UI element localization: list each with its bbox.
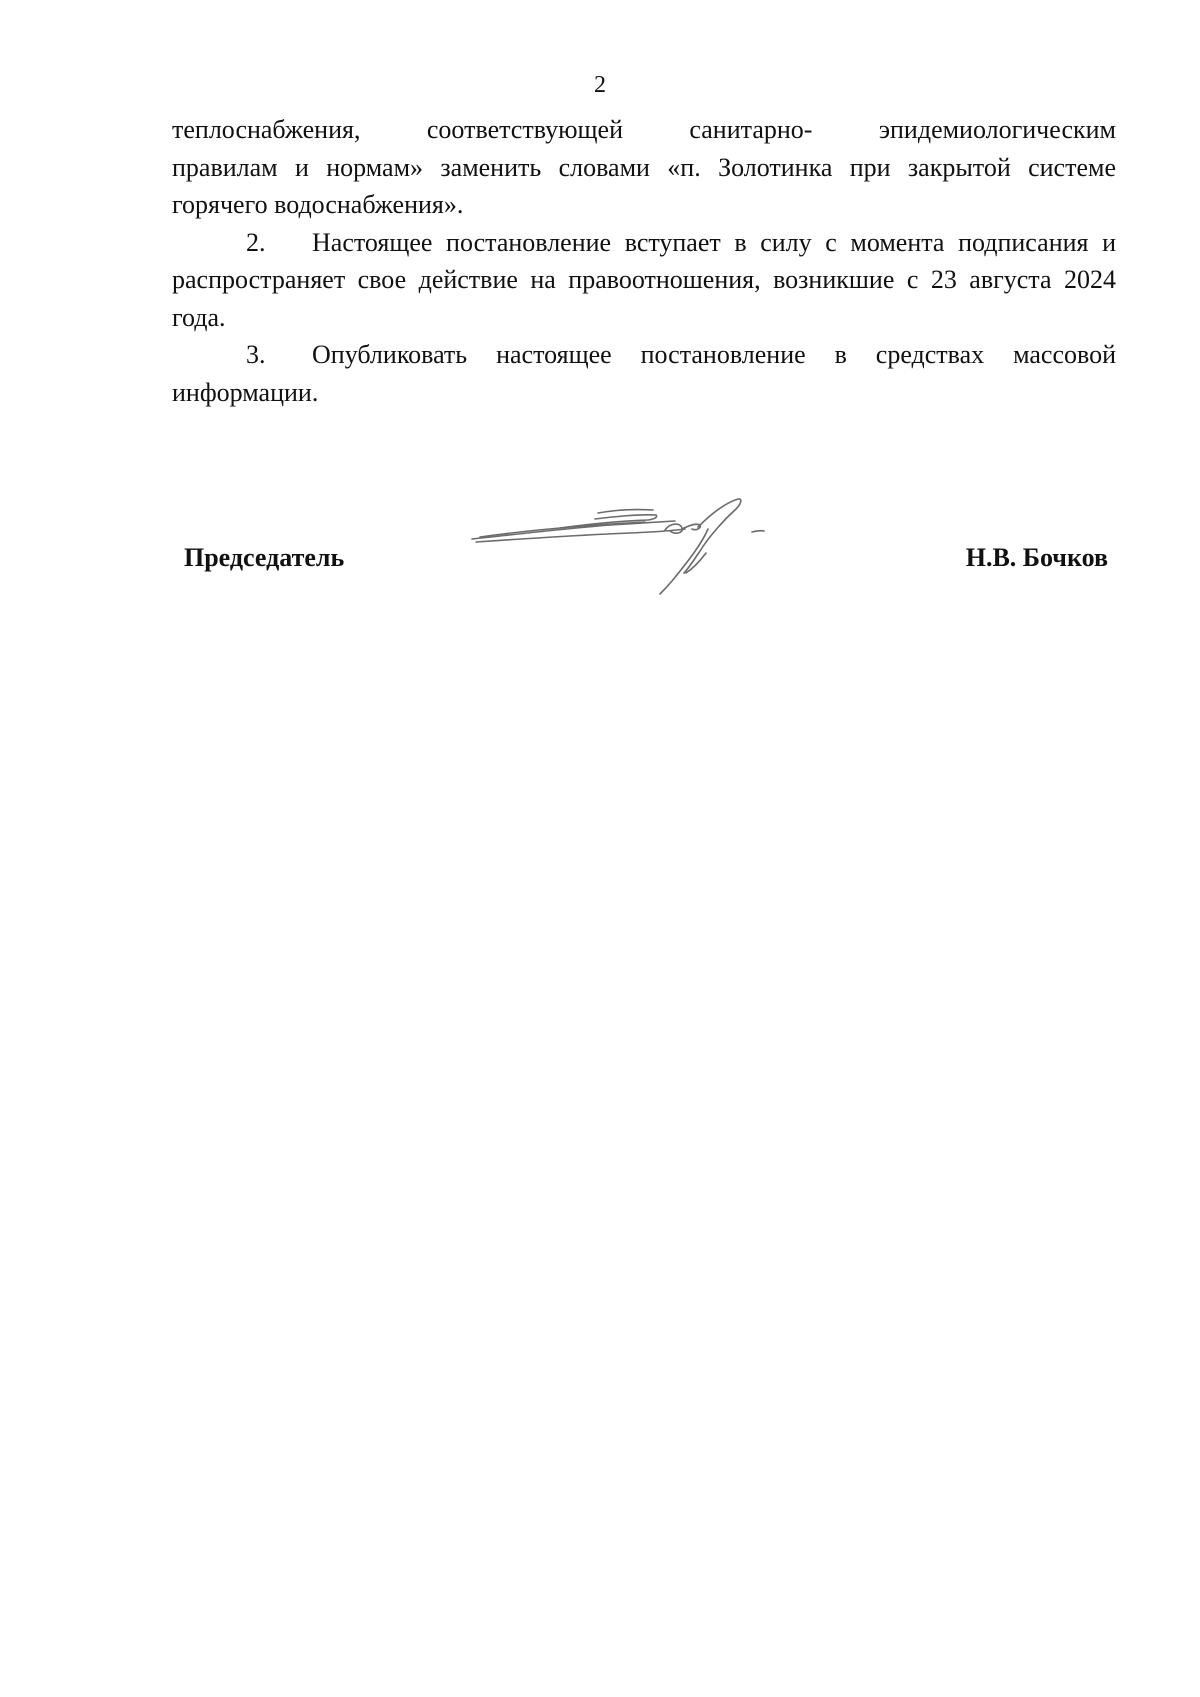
list-item [172, 336, 1116, 411]
signatory-name: Н.В. Бочков [965, 543, 1108, 572]
signatory-role: Председатель [184, 543, 345, 572]
list-item [172, 224, 1116, 337]
continuation-paragraph: правилам и нормам» заменить словами «п. Золотинка при закрытой системе горячего водоснабжения». [172, 152, 1116, 219]
page-number: 2 [594, 72, 606, 98]
item-number: 2. [246, 227, 266, 257]
document-body [172, 111, 1116, 411]
item-text: Опубликовать настоящее постановление в средствах массовой информации. [172, 340, 1116, 407]
handwritten-signature [470, 495, 790, 595]
item-number: 3. [246, 340, 266, 369]
item-text: Настоящее постановление вступает в силу с момента подписания и распространяет свое действие на правоотношения, возникшие с 23 августа 2024 года. [172, 227, 1116, 332]
continuation-line-1: теплоснабжения, соответствующей санитарно- эпидемиологическим [172, 115, 1116, 144]
